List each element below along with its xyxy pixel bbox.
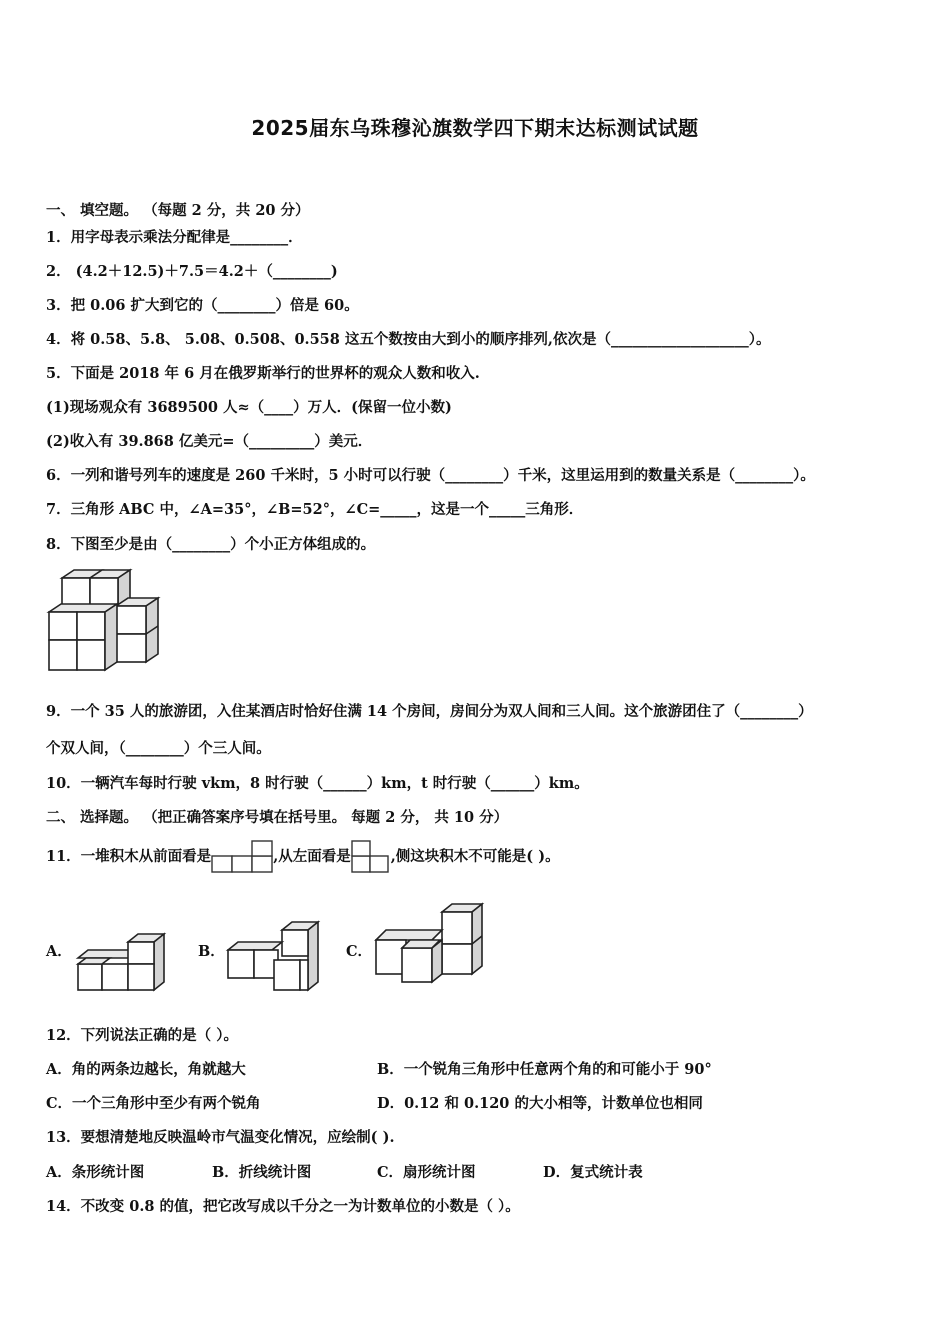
question-2: 2． (4.2＋12.5)＋7.5＝4.2＋（________) [46, 263, 338, 280]
question-3: 3．把 0.06 扩大到它的（________）倍是 60。 [46, 297, 359, 314]
section-1-header: 一、 填空题。 （每题 2 分，共 20 分） [46, 202, 310, 219]
question-6: 6．一列和谐号列车的速度是 260 千米时，5 小时可以行驶（________）千米，这里运用到的数量关系是（________）。 [46, 467, 815, 484]
q11-front-view-figure [211, 840, 273, 874]
q11-option-c-label: C． [346, 943, 373, 960]
q8-cube-figure [44, 568, 164, 676]
q13-option-c: C．扇形统计图 [377, 1164, 476, 1181]
q12-option-c: C．一个三角形中至少有两个锐角 [46, 1095, 261, 1112]
question-1: 1．用字母表示乘法分配律是________． [46, 229, 303, 246]
q11-text-front: 11．一堆积木从前面看是 [46, 848, 212, 865]
question-9-line-1: 9．一个 35 人的旅游团，入住某酒店时恰好住满 14 个房间，房间分为双人间和三人间。这个旅游团住了（________） [46, 703, 813, 720]
question-14: 14．不改变 0.8 的值，把它改写成以千分之一为计数单位的小数是（ ）。 [46, 1198, 520, 1215]
q11-option-a-label: A． [46, 943, 72, 960]
question-4: 4．将 0.58、5.8、 5.08、0.508、0.558 这五个数按由大到小的顺序排列,依次是（___________________）。 [46, 331, 771, 348]
q11-left-view-figure [351, 840, 391, 874]
q11-option-c-figure [372, 900, 488, 996]
q11-option-a-figure [74, 930, 168, 994]
q12-option-b: B．一个锐角三角形中任意两个角的和可能小于 90° [377, 1061, 712, 1078]
q12-option-a: A．角的两条边越长，角就越大 [46, 1061, 246, 1078]
q11-text-left: ,从左面看是 [273, 848, 351, 865]
question-5: 5．下面是 2018 年 6 月在俄罗斯举行的世界杯的观众人数和收入. [46, 365, 480, 382]
q13-option-d: D．复式统计表 [543, 1164, 643, 1181]
q11-option-b-figure [224, 920, 324, 996]
question-5-part-1: (1)现场观众有 3689500 人≈（____）万人．(保留一位小数) [46, 399, 452, 416]
question-7: 7．三角形 ABC 中，∠A=35°，∠B=52°，∠C=_____，这是一个_____三角形． [46, 501, 584, 518]
q12-option-d: D．0.12 和 0.120 的大小相等，计数单位也相同 [377, 1095, 703, 1112]
q13-option-a: A．条形统计图 [46, 1164, 145, 1181]
section-2-header: 二、 选择题。 （把正确答案序号填在括号里。 每题 2 分， 共 10 分） [46, 809, 509, 826]
q11-option-b-label: B． [198, 943, 225, 960]
question-9-line-2: 个双人间，（________）个三人间。 [46, 740, 271, 757]
question-13: 13．要想清楚地反映温岭市气温变化情况，应绘制( ). [46, 1129, 395, 1146]
question-11 [46, 840, 560, 874]
question-10: 10．一辆汽车每时行驶 vkm，8 时行驶（______）km，t 时行驶（______）km。 [46, 775, 589, 792]
question-8: 8．下图至少是由（________）个小正方体组成的。 [46, 536, 376, 553]
question-5-part-2: (2)收入有 39.868 亿美元=（_________）美元． [46, 433, 373, 450]
q11-text-end: ,侧这块积木不可能是( )。 [390, 848, 560, 865]
q13-option-b: B．折线统计图 [212, 1164, 312, 1181]
question-12: 12．下列说法正确的是（ ）。 [46, 1027, 238, 1044]
page-title: 2025届东乌珠穆沁旗数学四下期末达标测试试题 [251, 116, 699, 140]
